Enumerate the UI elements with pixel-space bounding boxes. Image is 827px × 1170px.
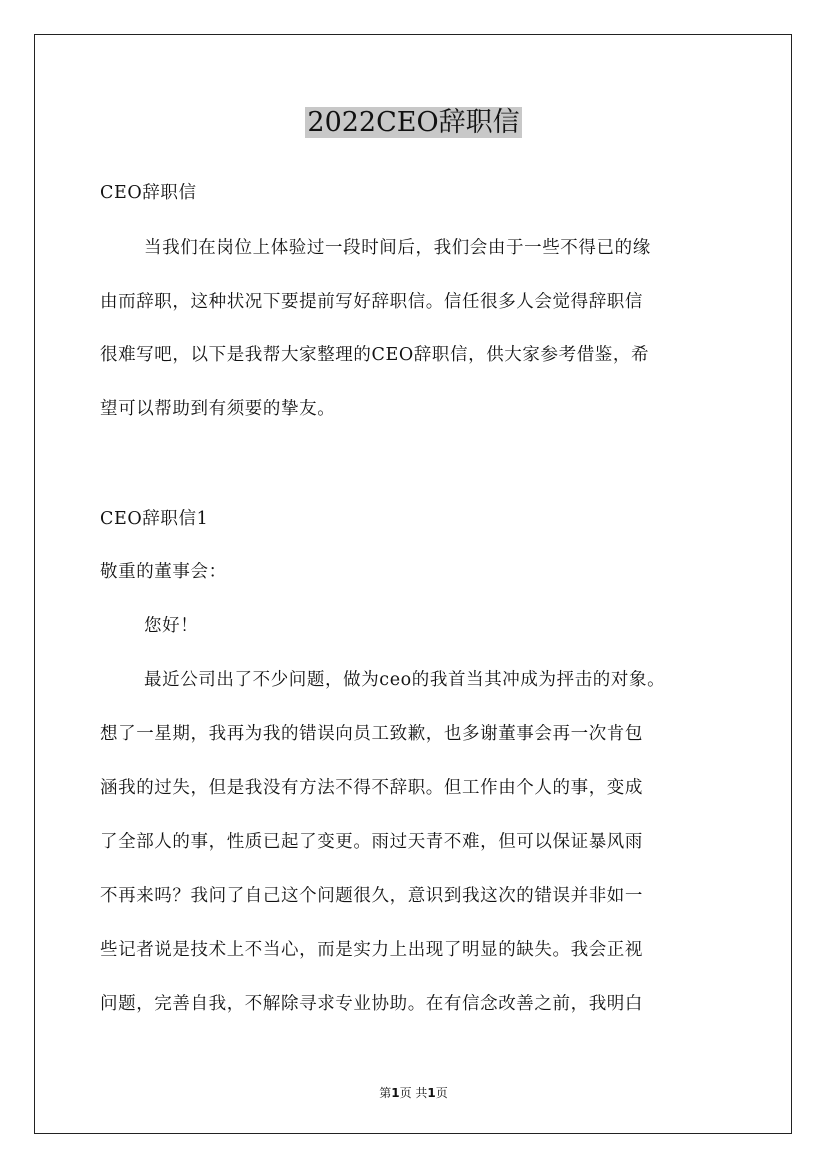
footer-page-suffix: 页 [435, 1086, 448, 1100]
intro-line-2: 由而辞职，这种状况下要提前写好辞职信。信任很多人会觉得辞职信 [100, 292, 643, 312]
intro-line-1: 当我们在岗位上体验过一段时间后，我们会由于一些不得已的缘 [144, 238, 651, 258]
salutation: 敬重的董事会： [100, 562, 227, 582]
body-line-6: 些记者说是技术上不当心，而是实力上出现了明显的缺失。我会正视 [100, 940, 643, 960]
intro-line-4: 望可以帮助到有须要的挚友。 [100, 399, 336, 419]
body-line-4: 了全部人的事，性质已起了变更。雨过天青不难，但可以保证暴风雨 [100, 832, 643, 852]
document-title-text: 2022CEO辞职信 [307, 107, 520, 138]
section-heading: CEO辞职信1 [100, 509, 209, 529]
document-subtitle: CEO辞职信 [100, 183, 197, 203]
intro-line-3: 很难写吧，以下是我帮大家整理的CEO辞职信，供大家参考借鉴，希 [100, 345, 650, 365]
body-line-7: 问题，完善自我，不解除寻求专业协助。在有信念改善之前，我明白 [100, 994, 643, 1014]
footer-page-current: 1 [391, 1086, 400, 1100]
greeting: 您好！ [144, 616, 199, 636]
body-line-1: 最近公司出了不少问题，做为ceo的我首当其冲成为抨击的对象。 [144, 670, 666, 690]
body-line-5: 不再来吗？我问了自己这个问题很久，意识到我这次的错误并非如一 [100, 886, 643, 906]
document-title [0, 103, 827, 143]
body-line-3: 涵我的过失，但是我没有方法不得不辞职。但工作由个人的事，变成 [100, 778, 643, 798]
footer-page-prefix: 第 [379, 1086, 392, 1100]
body-line-2: 想了一星期，我再为我的错误向员工致歉，也多谢董事会再一次肯包 [100, 724, 643, 744]
page-footer [0, 1085, 827, 1101]
footer-page-mid: 页 共 [399, 1086, 428, 1100]
footer-page-total: 1 [427, 1086, 436, 1100]
